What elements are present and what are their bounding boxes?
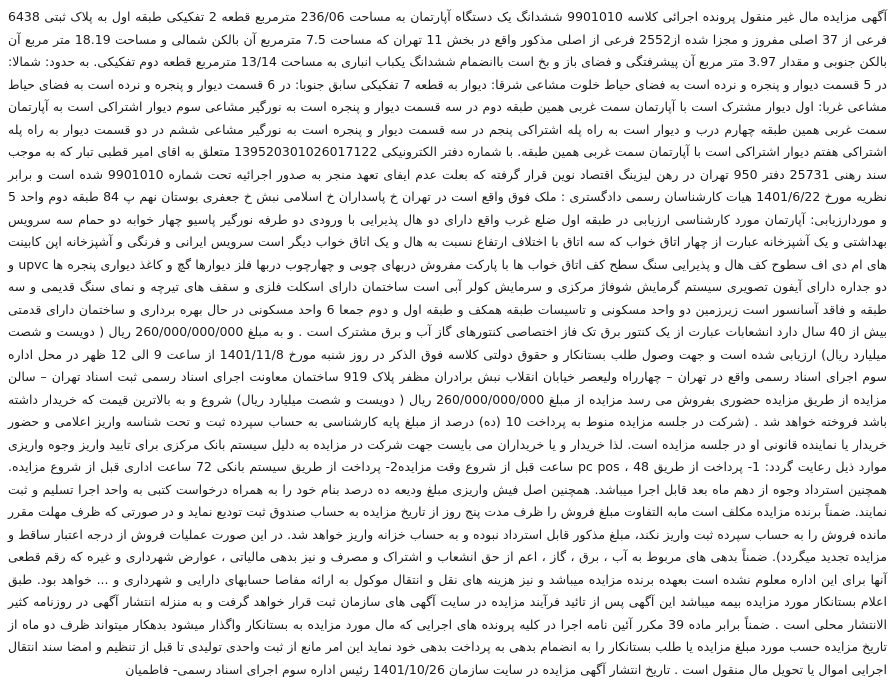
auction-notice-text: آگهی مزایده مال غیر منقول پرونده اجرائی کلاسه 9901010 ششدانگ یک دستگاه آپارتمان به مساحت 236/06 مترمربع قطعه 2 تفکیکی طبقه اول به پلاک ثبتی 6438 فرعی از 37 اصلی مفروز و مجزا شده از2552 فرعی از اصلی مذکور واقع در بخش 11 تهران که مساحت 7.5 مترمربع آن بالکن شمالی و مساحت 18.19 متر مربع آن بالکن جنوبی و مقدار 3.97 متر مربع آن پیشرفتگی و فضای باز و بخ است باانضمام ششدانگ یکباب انباری به مساحت 13/14 مترمربع قطعه دوم تفکیکی. به حدود: شمالا: در 5 قسمت دیوار و پنجره و نرده است به فضای حیاط خلوت مشاعی شرقا: دیوار به قطعه 7 تفکیکی سابق جنوبا: در 6 قسمت دیوار و پنجره و نرده است به فضای حیاط مشاعی غربا: اول دیوار مشترک است با آپارتمان سمت غربی همین طبقه دوم در سه قسمت دیوار و پنجره است به نورگیر مشاعی سوم دیوار اشتراکی است به آپارتمان سمت غربی همین طبقه چهارم درب و دیوار است به راه پله اشتراکی پنجم در سه قسمت دیوار و پنجره است به نورگیر مشاعی ششم در دو قسمت دیوار به راه پله اشتراکی هفتم دیوار اشتراکی است با آپارتمان سمت غربی همین طبقه. با شماره دفتر الکترونیکی 139520301026017122 متعلق به اقای امیر قطبی تبار که به موجب سند رهنی 25731 دفتر 950 تهران در رهن لیزینگ اقتصاد نوین قرار گرفته که بعلت عدم ایفای تعهد منجر به صدور اجرائیه تحت شماره 9901010 شده است و برابر نظریه مورخ 1401/6/22 هیات کارشناسان رسمی دادگستری : ملک فوق واقع است در تهران خ پاسداران خ اسلامی نبش خ جعفری بوستان نهم پ 84 طبقه دوم واحد 5 و موردارزیابی: آپارتمان مورد کارشناسی ارزیابی در طبقه اول ضلع غرب واقع دارای دو هال پذیرایی با ورودی دو طرفه نورگیر پاسیو چهار خوابه دو حمام سه سرویس بهداشتی و یک آشپزخانه عبارت از چهار اتاق خواب که سه اتاق با اختلاف ارتفاع نسبت به هال و یک اتاق خواب دیگر است سرویس ایرانی و فرنگی و آشپزخانه اپن کابینت های ام دی اف سطوح کف هال و پذیرایی سنگ سطح کف اتاق خواب ها با پارکت مفروش دربهای چوبی و چهارچوب دربها فلز دیوارها گچ و کاغذ دیواری پنجره ها upvc و دو جداره دارای آیفون تصویری سیستم گرمایش شوفاژ مرکزی و سرمایش کولر آبی است ساختمان دارای اسکلت فلزی و سقف های تیرچه و نمای سنگ قدیمی و سه طبقه و فاقد آسانسور است زیرزمین دو واحد مسکونی و تاسیسات طبقه همکف و طبقه اول و دوم جمعا 6 واحد مسکونی در حال بهره برداری و ساختمان دارای قدمتی بیش از 40 سال دارد انشعابات عبارت از یک کنتور برق تک فاز اختصاصی کنتورهای گاز آب و برق مشترک است . و به مبلغ 260/000/000/000 ریال ( دویست و شصت میلیارد ریال) ارزیابی شده است و جهت وصول طلب بستانکار و حقوق دولتی کلاسه فوق الذکر در روز شنبه مورخ 1401/11/8 از ساعت 9 الی 12 ظهر در محل اداره سوم اجرای اسناد رسمی واقع در تهران – چهارراه ولیعصر خیابان انقلاب نبش برادران مظفر پلاک 919 ساختمان معاونت اجرای اسناد رسمی ثبت اسناد تهران – سالن مزایده از طریق مزایده حضوری بفروش می رسد مزایده از مبلغ 260/000/000/000 ریال ( دویست و شصت میلیارد ریال) شروع و به بالاترین قیمت که خریدار داشته باشد فروخته خواهد شد . (شرکت در جلسه مزایده منوط به پرداخت 10 (ده) درصد از مبلغ پایه کارشناسی به حساب سپرده ثبت و تحت شناسه واریز اعلامی و حضور خریدار یا نماینده قانونی او در جلسه مزایده است. لذا خریدار و یا خریداران می بایست جهت شرکت در مزایده به دلیل سیستم بانک مرکزی برای تایید واریز وجوه واریزی موارد ذیل رعایت گردد: 1- پرداخت از طریق pc pos ، 48 ساعت قبل از شروع وقت مزایده2- پرداخت از طریق سیستم بانکی 72 ساعت اداری قبل از شروع مزایده. همچنین استرداد وجوه از دهم ماه بعد قابل اجرا میباشد. همچنین اصل فیش واریزی مبلغ ودیعه ده درصد بنام خود را به همراه درخواست کتبی به واحد اجرا تسلیم و ثبت نمایند. ضمناً برنده مزایده مکلف است مابه التفاوت مبلغ فروش را ظرف مدت پنج روز از تاریخ مزایده به حساب صندوق ثبت تودیع نماید و در صورتی که ظرف مهلت مقرر مانده فروش را به حساب سپرده ثبت واریز نکند، مبلغ مذکور قابل استرداد نبوده و به حساب خزانه واریز خواهد شد. در این صورت عملیات فروش از درجه اعتبار ساقط و مزایده تجدید میگردد). ضمناً بدهی های مربوط به آب ، برق ، گاز ، اعم از حق انشعاب و اشتراک و مصرف و نیز بدهی مالیاتی ، عوارض شهرداری و غیره که رقم قطعی آنها برای این اداره معلوم نشده است بعهده برنده مزایده میباشد و نیز هزینه های نقل و انتقال موکول به ارائه مفاصا حسابهای دارایی و شهرداری و ... خواهد بود. طبق اعلام بستانکار مورد مزایده بیمه میباشد این آگهی پس از تائید فرآیند مزایده در سایت آگهی های سازمان ثبت قرار خواهد گرفت و به منزله انتشار آگهی در روزنامه کثیر الانتشار محلی است . ضمناً برابر ماده 39 مکرر آئین نامه اجرا در کلیه پرونده های اجرایی که مال مورد مزایده به بستانکار واگذار میشود بدهکار میتواند ظرف دو ماه از تاریخ مزایده حسب مورد مبلغ مزایده یا طلب بستانکار را به انضمام بدهی به پرداخت بدهی خود نماید این امر مانع از ثبت واحدی تولیدی تا قبل از تنظیم و امضا سند انتقال اجرایی اموال یا تحویل مال منقول است . تاریخ انتشار آگهی مزایده در سایت سازمان 1401/10/26 رئیس اداره سوم اجرای اسناد رسمی- فاطمیان bbox=[8, 9, 888, 677]
